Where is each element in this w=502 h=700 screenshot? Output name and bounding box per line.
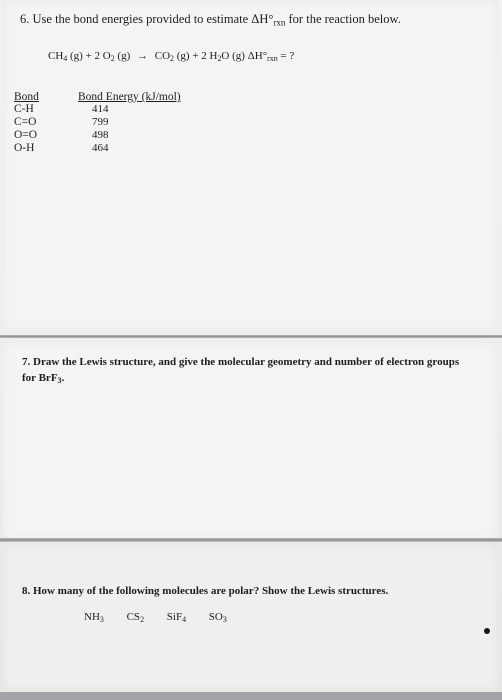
question-8-prompt: 8. How many of the following molecules are polar? Show the Lewis structures.: [22, 585, 389, 597]
molecule-item: [209, 611, 227, 623]
state-text: (g): [67, 50, 83, 62]
table-cell-energy: 414: [92, 103, 109, 115]
chemical-equation: [48, 50, 294, 62]
formula-text: CS: [126, 611, 141, 623]
table-cell-energy: 498: [92, 129, 109, 141]
subscript: 4: [63, 53, 68, 63]
enthalpy-label: ΔH°: [244, 50, 268, 62]
formula-text: O (g): [221, 50, 245, 62]
subscript: rxn: [267, 53, 278, 63]
table-cell-bond: C-H: [14, 103, 34, 115]
table-cell-bond: C=O: [14, 116, 37, 128]
formula-text: + 2 H: [189, 50, 218, 62]
question-6-prompt: [20, 12, 401, 27]
state-text: (g): [173, 50, 190, 62]
subscript: 4: [182, 614, 187, 624]
energy-column-header: Bond Energy (kJ/mol): [78, 91, 181, 103]
table-cell-bond: O=O: [14, 129, 38, 141]
molecule-item: [167, 611, 186, 623]
subscript: 3: [99, 614, 104, 624]
molecule-item: [127, 611, 144, 623]
formula-text: SO: [208, 611, 223, 623]
panel-divider: [0, 538, 502, 542]
question-text-tail: .: [61, 372, 65, 384]
question-text: 7. Draw the Lewis structure, and give the molecular geometry and number of electron groups for BrF: [22, 356, 460, 384]
table-cell-bond: O-H: [14, 142, 35, 154]
formula-text: NH: [84, 611, 100, 623]
table-cell-energy: 464: [92, 142, 109, 154]
formula-text: SiF: [166, 611, 183, 623]
state-text: (g): [114, 50, 131, 62]
formula-text: CO: [152, 50, 171, 62]
question-7-prompt: [22, 354, 462, 386]
subscript: rxn: [273, 17, 286, 28]
subscript: 2: [217, 53, 222, 63]
subscript: 2: [110, 53, 115, 63]
question-number: 6.: [20, 12, 30, 26]
molecule-item: [84, 611, 104, 623]
subscript: 2: [170, 53, 174, 63]
molecule-list: [84, 611, 247, 623]
subscript: 3: [57, 375, 62, 385]
question-8-panel: [2, 543, 498, 691]
question-text: Use the bond energies provided to estimate ΔH°: [32, 12, 274, 26]
subscript: 3: [222, 614, 227, 624]
panel-divider: [0, 335, 502, 338]
formula-text: CH: [48, 50, 64, 62]
photo-bottom-edge: [0, 692, 502, 700]
enthalpy-unknown: = ?: [277, 50, 295, 62]
question-text-tail: for the reaction below.: [285, 12, 401, 26]
table-cell-energy: 799: [92, 116, 109, 128]
bond-column-header: Bond: [14, 91, 39, 103]
reaction-arrow-icon: →: [137, 50, 148, 62]
ink-dot: [484, 628, 490, 634]
formula-text: + 2 O: [82, 50, 111, 62]
subscript: 2: [140, 614, 145, 624]
